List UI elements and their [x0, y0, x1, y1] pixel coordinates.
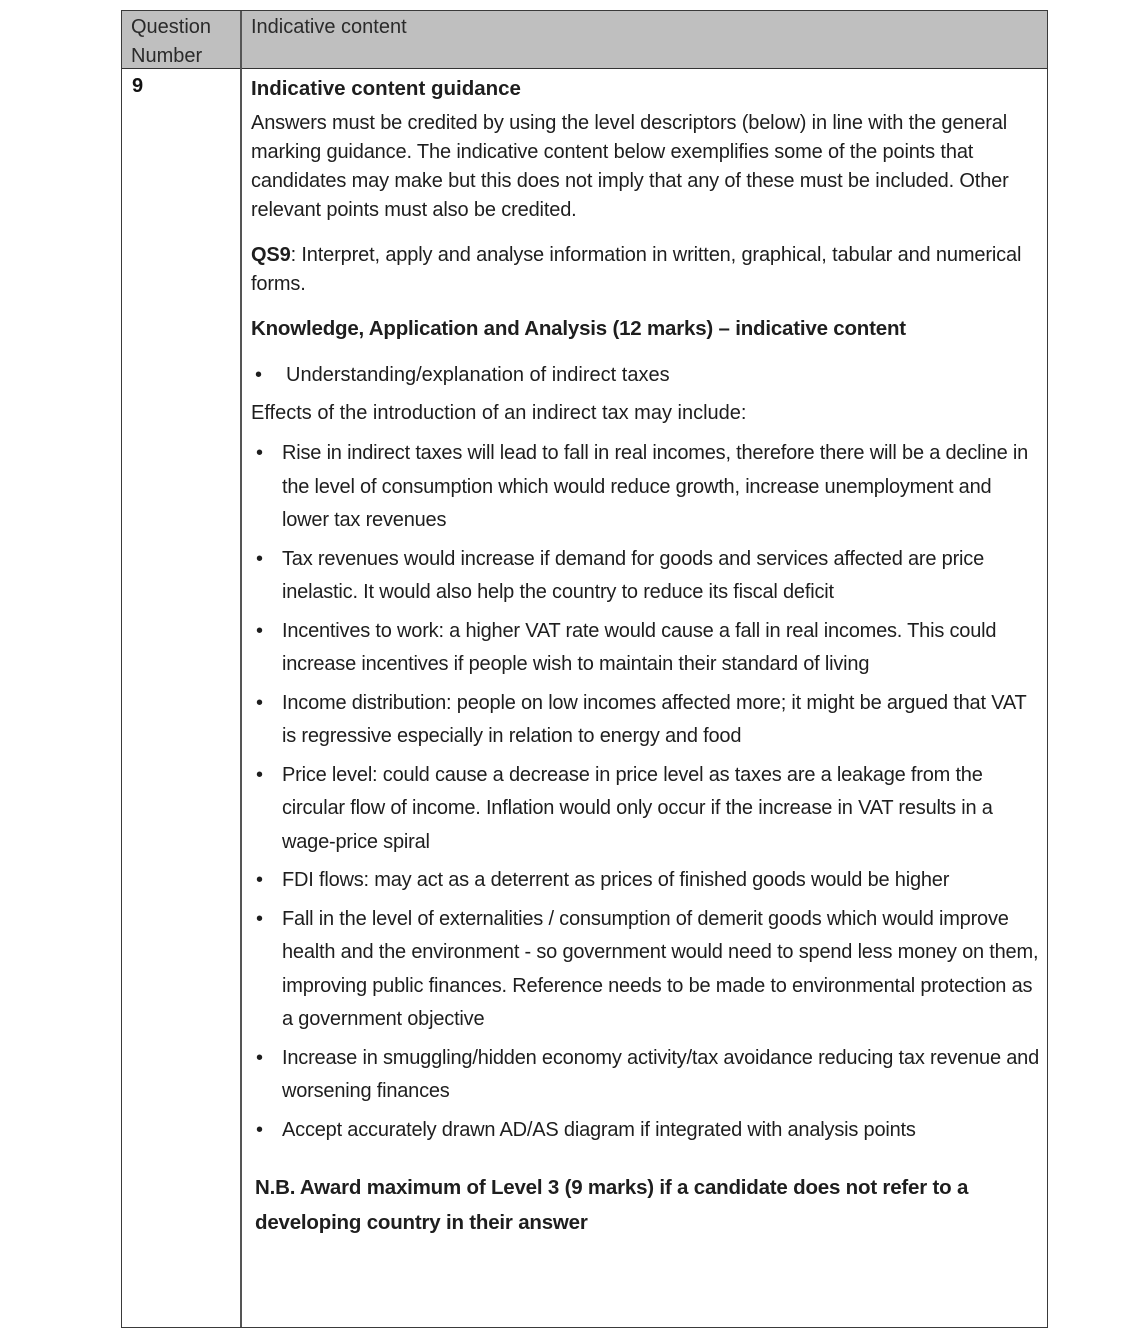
list-item: [251, 687, 1041, 754]
effects-intro: Effects of the introduction of an indirect tax may include:: [251, 402, 747, 424]
bullet-icon: •: [256, 442, 263, 464]
effects-list: [251, 437, 1041, 1147]
list-item: [251, 437, 1041, 538]
question-number-cell: 9: [132, 75, 144, 97]
nb-note: N.B. Award maximum of Level 3 (9 marks) if a candidate does not refer to a developing country in their answer: [255, 1176, 969, 1234]
list-item: [251, 615, 1041, 682]
list-item: [251, 543, 1041, 610]
bullet-icon: •: [255, 364, 263, 386]
bullet-icon: •: [256, 691, 263, 714]
list-item: [251, 903, 1041, 1037]
list-item: [251, 759, 1041, 860]
bullet-icon: •: [256, 763, 263, 786]
kaa-heading: Knowledge, Application and Analysis (12 marks) – indicative content: [251, 317, 906, 340]
header-question-number: Question Number: [131, 16, 212, 67]
list-item-text: Rise in indirect taxes will lead to fall in real incomes, therefore there will be a decline in the level of consumption which would reduce growth, increase unemployment and lower tax revenues: [282, 442, 1029, 531]
list-item-text: Increase in smuggling/hidden economy activity/tax avoidance reducing tax revenue and worsening finances: [282, 1046, 1039, 1102]
guidance-paragraph: Answers must be credited by using the level descriptors (below) in line with the general marking guidance. The indicative content below exemplifies some of the points that candidates may make but this does not imply that any of these must be included. Other relevant points must also be credited.: [251, 112, 1009, 221]
table-header-row: [122, 11, 1047, 69]
list-item-text: Incentives to work: a higher VAT rate would cause a fall in real incomes. This could increase incentives if people wish to maintain their standard of living: [282, 619, 997, 675]
header-indicative-content: Indicative content: [251, 16, 407, 38]
bullet-icon: •: [256, 1118, 263, 1141]
list-item-text: Income distribution: people on low incomes affected more; it might be argued that VAT is regressive especially in relation to energy and food: [282, 691, 1027, 747]
bullet-icon: •: [256, 907, 263, 930]
qs9-label: QS9: [251, 244, 291, 266]
list-item-text: Tax revenues would increase if demand for goods and services affected are price inelastic. It would also help the country to reduce its fiscal deficit: [282, 547, 985, 603]
list-item-text: FDI flows: may act as a deterrent as prices of finished goods would be higher: [282, 869, 950, 891]
bullet-icon: •: [256, 619, 263, 642]
list-item: [251, 1114, 1041, 1148]
list-item-text: Understanding/explanation of indirect taxes: [286, 364, 670, 386]
list-item: [251, 1042, 1041, 1109]
list-item-understanding: [251, 361, 1041, 389]
guidance-title: Indicative content guidance: [251, 77, 521, 100]
column-divider: [240, 11, 242, 1327]
indicative-content-cell: [251, 75, 1041, 1261]
qs9-paragraph: [251, 241, 1041, 299]
bullet-icon: •: [256, 1046, 263, 1069]
list-item-text: Price level: could cause a decrease in price level as taxes are a leakage from the circular flow of income. Inflation would only occur if the increase in VAT results in a wage-price spiral: [282, 763, 993, 853]
qs9-text: : Interpret, apply and analyse information in written, graphical, tabular and numerical forms.: [251, 244, 1022, 295]
list-item-text: Accept accurately drawn AD/AS diagram if integrated with analysis points: [282, 1118, 916, 1141]
bullet-icon: •: [256, 869, 263, 891]
list-item-text: Fall in the level of externalities / consumption of demerit goods which would improve health and the environment - so government would need to spend less money on them, improving public finances. Reference needs to be made to environmental protection as a government objective: [282, 907, 1039, 1030]
bullet-icon: •: [256, 547, 263, 570]
mark-scheme-table: [121, 10, 1048, 1328]
list-item: [251, 864, 1041, 898]
